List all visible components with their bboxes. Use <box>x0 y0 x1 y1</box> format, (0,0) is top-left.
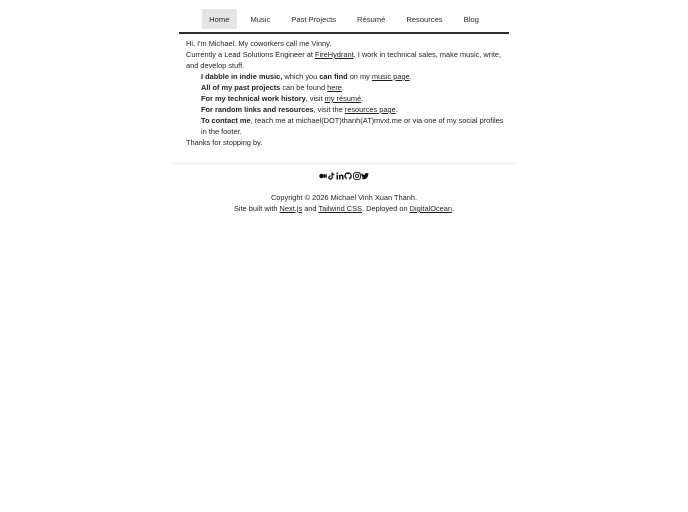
resources-page-link[interactable]: resources page <box>344 105 396 114</box>
intro-text: Currently a Lead Solutions Engineer at <box>186 50 316 59</box>
music-page-link[interactable]: music page <box>371 72 410 81</box>
medium-icon[interactable] <box>319 171 327 180</box>
main-content <box>186 38 504 148</box>
fact-bold: For my technical work history <box>201 94 306 103</box>
fact-bold: can find <box>319 72 348 81</box>
github-icon[interactable] <box>344 171 352 180</box>
fact-resources <box>201 104 504 115</box>
resume-link[interactable]: my résumé <box>324 94 362 103</box>
copyright-text: Copyright © 2026 Michael Vinh Xuan Thanh. <box>270 193 418 202</box>
fact-text: , reach me at michael(DOT)thanh(AT)mvxt.me or via one of my social profiles in the footer. <box>201 116 504 136</box>
facts-list <box>186 71 504 137</box>
built-text: Site built with <box>233 204 280 213</box>
top-nav <box>179 9 509 31</box>
fact-projects <box>201 82 504 93</box>
fact-resume <box>201 93 504 104</box>
footer-divider <box>170 163 518 164</box>
fact-bold: For random links and resources <box>201 105 314 114</box>
fact-music <box>201 71 504 82</box>
fact-text: . <box>361 94 364 103</box>
intro-line-1: Hi, I'm Michael. My coworkers call me Vinny. <box>186 39 332 48</box>
intro-line-3: and develop stuff. <box>186 61 245 70</box>
outro-text: Thanks for stopping by. <box>186 138 263 147</box>
fact-bold: To contact me <box>201 116 251 125</box>
twitter-icon[interactable] <box>361 171 369 180</box>
built-text: . Deployed on <box>362 204 410 213</box>
nav-divider <box>179 32 509 34</box>
fact-text: on my <box>347 72 372 81</box>
digitalocean-link[interactable]: DigitalOcean <box>409 204 452 213</box>
projects-link[interactable]: here <box>327 83 342 92</box>
firehydrant-link[interactable]: FireHydrant <box>315 50 354 59</box>
fact-text: can be found <box>280 83 328 92</box>
nav-resources[interactable]: Resources <box>406 14 443 24</box>
fact-text: which you <box>282 72 320 81</box>
fact-bold: All of my past projects <box>201 83 281 92</box>
nav-blog[interactable]: Blog <box>463 14 479 24</box>
tiktok-icon[interactable] <box>327 171 335 180</box>
nav-music[interactable]: Music <box>250 14 271 24</box>
fact-text: , visit <box>305 94 325 103</box>
tailwind-link[interactable]: Tailwind CSS <box>318 204 362 213</box>
built-text: . <box>451 204 455 213</box>
nav-resume[interactable]: Résumé <box>357 14 386 24</box>
nav-home[interactable]: Home <box>202 9 237 29</box>
nextjs-link[interactable]: Next.js <box>279 204 303 213</box>
fact-text: , visit the <box>313 105 345 114</box>
built-text: and <box>302 204 319 213</box>
intro-text: . I work in technical sales, make music, write, <box>353 50 502 59</box>
fact-text: . <box>395 105 398 114</box>
instagram-icon[interactable] <box>353 171 361 180</box>
social-links <box>0 171 688 181</box>
fact-bold: I dabble in indie music, <box>201 72 283 81</box>
fact-contact <box>201 115 504 137</box>
fact-text: . <box>409 72 412 81</box>
nav-past-projects[interactable]: Past Projects <box>291 14 337 24</box>
linkedin-icon[interactable] <box>336 171 344 180</box>
fact-text: . <box>341 83 344 92</box>
built-with-text <box>0 203 688 214</box>
intro-line-2 <box>186 49 504 60</box>
